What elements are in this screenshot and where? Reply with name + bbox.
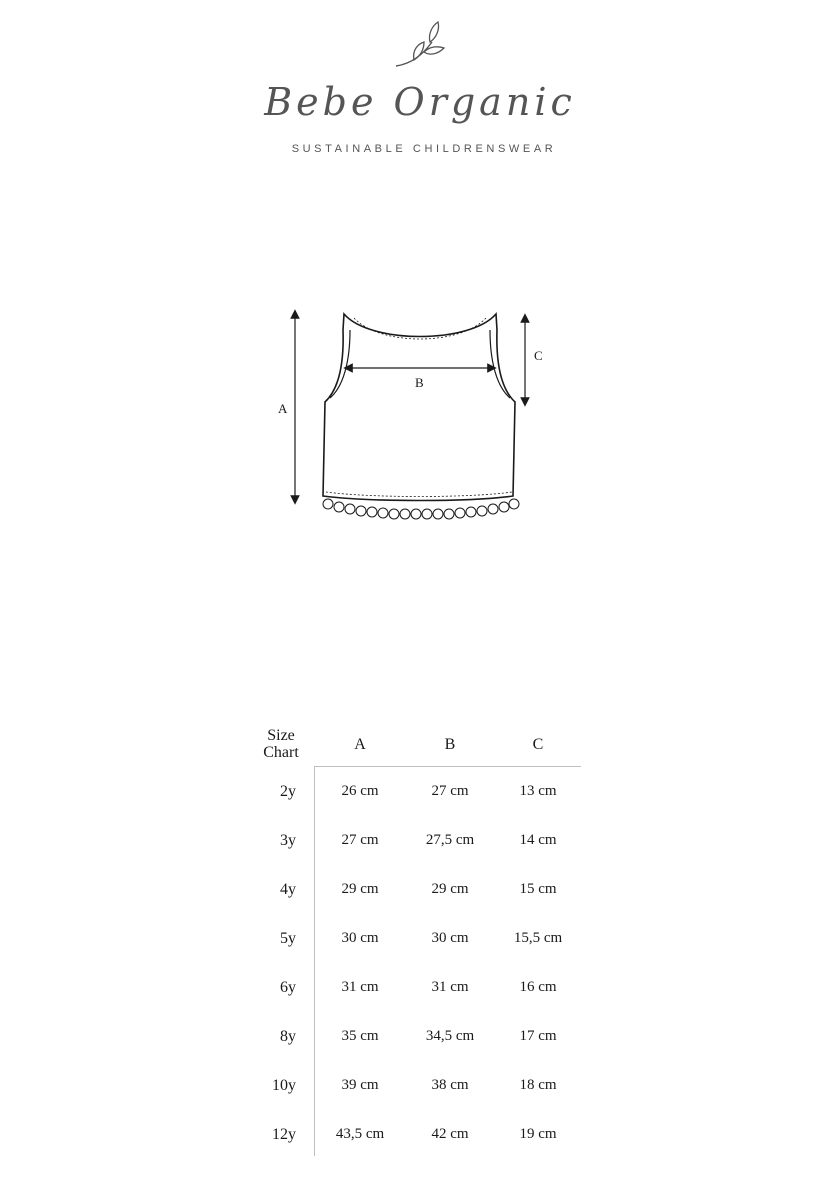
cell-a: 27 cm (341, 832, 379, 848)
column-header-b: B (444, 736, 456, 753)
size-label: 10y (272, 1077, 296, 1094)
size-label: 5y (280, 930, 296, 947)
cell-a: 29 cm (341, 881, 379, 897)
cell-a: 43,5 cm (335, 1126, 385, 1142)
cell-b: 34,5 cm (425, 1028, 475, 1044)
size-chart-title-line1: Size (267, 727, 295, 744)
cell-a: 35 cm (341, 1028, 379, 1044)
measure-b-label: B (415, 375, 424, 390)
cell-b: 27,5 cm (425, 832, 475, 848)
leaf-sprig-icon (392, 18, 452, 70)
cell-c: 16 cm (519, 979, 557, 995)
cell-c: 14 cm (519, 832, 557, 848)
cell-a: 30 cm (341, 930, 379, 946)
table-row (248, 832, 588, 862)
cell-b: 29 cm (431, 881, 469, 897)
cell-a: 26 cm (341, 783, 379, 799)
table-row (248, 930, 588, 960)
cell-c: 17 cm (519, 1028, 557, 1044)
size-label: 2y (280, 783, 296, 800)
pompom-trim (323, 499, 519, 519)
cell-c: 15 cm (519, 881, 557, 897)
column-header-c: C (532, 736, 544, 753)
cell-c: 18 cm (519, 1077, 557, 1093)
cell-b: 27 cm (431, 783, 469, 799)
table-row (248, 1077, 588, 1107)
table-row (248, 1126, 588, 1156)
size-chart-title-line2: Chart (263, 744, 299, 761)
table-row (248, 979, 588, 1009)
cell-b: 30 cm (431, 930, 469, 946)
table-row (248, 783, 588, 813)
table-row (248, 881, 588, 911)
size-chart-title (248, 727, 314, 761)
size-label: 8y (280, 1028, 296, 1045)
size-label: 12y (272, 1126, 296, 1143)
table-header (248, 725, 588, 765)
header-divider (314, 766, 581, 767)
measure-a-label: A (278, 401, 288, 416)
cell-b: 42 cm (431, 1126, 469, 1142)
cell-a: 31 cm (341, 979, 379, 995)
garment-diagram (270, 300, 570, 530)
size-label: 6y (280, 979, 296, 996)
table-row (248, 1028, 588, 1058)
measure-c-label: C (534, 348, 543, 363)
brand-tagline: SUSTAINABLE CHILDRENSWEAR (291, 143, 557, 155)
cell-c: 19 cm (519, 1126, 557, 1142)
cell-c: 13 cm (519, 783, 557, 799)
cell-c: 15,5 cm (513, 930, 563, 946)
column-header-a: A (354, 736, 366, 753)
cell-b: 31 cm (431, 979, 469, 995)
cell-a: 39 cm (341, 1077, 379, 1093)
size-label: 3y (280, 832, 296, 849)
brand-name: Bebe Organic (264, 80, 576, 124)
cell-b: 38 cm (431, 1077, 469, 1093)
garment-outline (323, 314, 515, 501)
size-label: 4y (280, 881, 296, 898)
